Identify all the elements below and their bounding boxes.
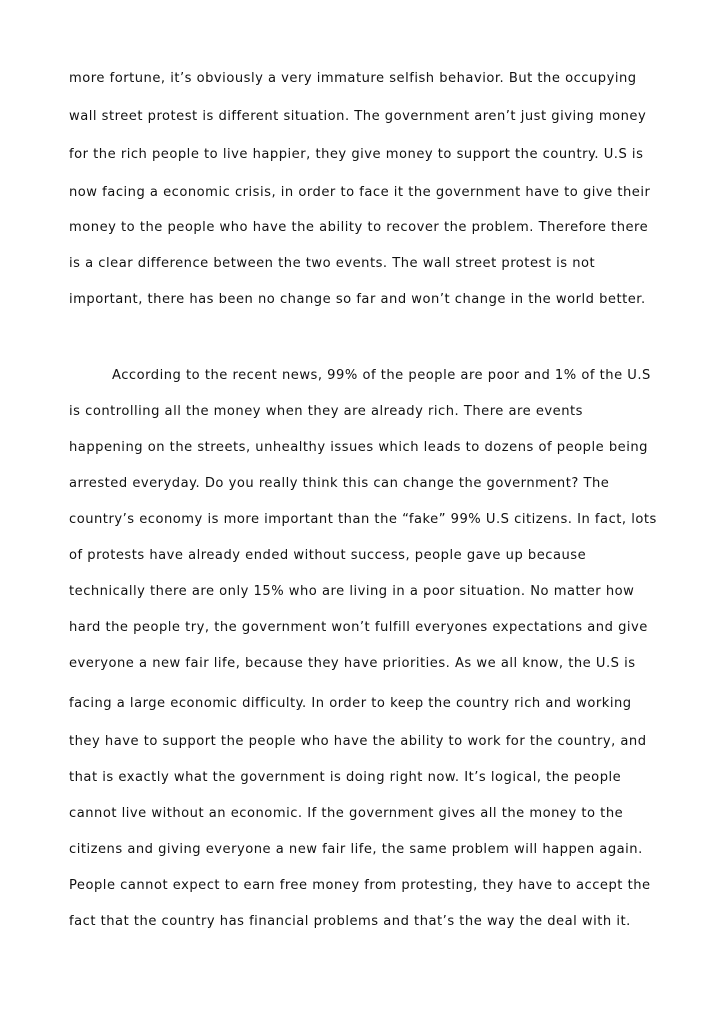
paragraph-2-line-1: According to the recent news, 99% of the people are poor and 1% of the U.S (112, 368, 651, 383)
paragraph-1-line-7: important, there has been no change so far and won’t change in the world better. (69, 292, 646, 307)
paragraph-2-line-13: cannot live without an economic. If the government gives all the money to the (69, 806, 624, 821)
paragraph-2-line-6: of protests have already ended without success, people gave up because (69, 548, 587, 563)
paragraph-2-line-7: technically there are only 15% who are living in a poor situation. No matter how (69, 584, 635, 599)
paragraph-2-line-16: fact that the country has financial problems and that’s the way the deal with it. (69, 914, 631, 929)
paragraph-1-line-3: for the rich people to live happier, they give money to support the country. U.S is (69, 147, 644, 162)
paragraph-2-line-12: that is exactly what the government is doing right now. It’s logical, the people (69, 770, 622, 785)
paragraph-2-line-3: happening on the streets, unhealthy issues which leads to dozens of people being (69, 440, 648, 455)
paragraph-1-line-1: more fortune, it’s obviously a very immature selfish behavior. But the occupying (69, 71, 637, 86)
paragraph-2-line-14: citizens and giving everyone a new fair life, the same problem will happen again. (69, 842, 643, 857)
paragraph-1-line-5: money to the people who have the ability to recover the problem. Therefore there (69, 220, 649, 235)
paragraph-2-line-9: everyone a new fair life, because they have priorities. As we all know, the U.S is (69, 656, 636, 671)
paragraph-2-line-11: they have to support the people who have the ability to work for the country, and (69, 734, 647, 749)
paragraph-1-line-2: wall street protest is different situation. The government aren’t just giving money (69, 109, 647, 124)
paragraph-2-line-15: People cannot expect to earn free money from protesting, they have to accept the (69, 878, 651, 893)
paragraph-1-line-6: is a clear difference between the two events. The wall street protest is not (69, 256, 596, 271)
paragraph-2-line-2: is controlling all the money when they are already rich. There are events (69, 404, 583, 419)
paragraph-1-line-4: now facing a economic crisis, in order to face it the government have to give their (69, 185, 651, 200)
paragraph-2-line-4: arrested everyday. Do you really think this can change the government? The (69, 476, 610, 491)
paragraph-2-line-10: facing a large economic difficulty. In order to keep the country rich and working (69, 696, 632, 711)
paragraph-2-line-8: hard the people try, the government won’t fulfill everyones expectations and give (69, 620, 648, 635)
paragraph-2-line-5: country’s economy is more important than the “fake” 99% U.S citizens. In fact, lots (69, 512, 657, 527)
